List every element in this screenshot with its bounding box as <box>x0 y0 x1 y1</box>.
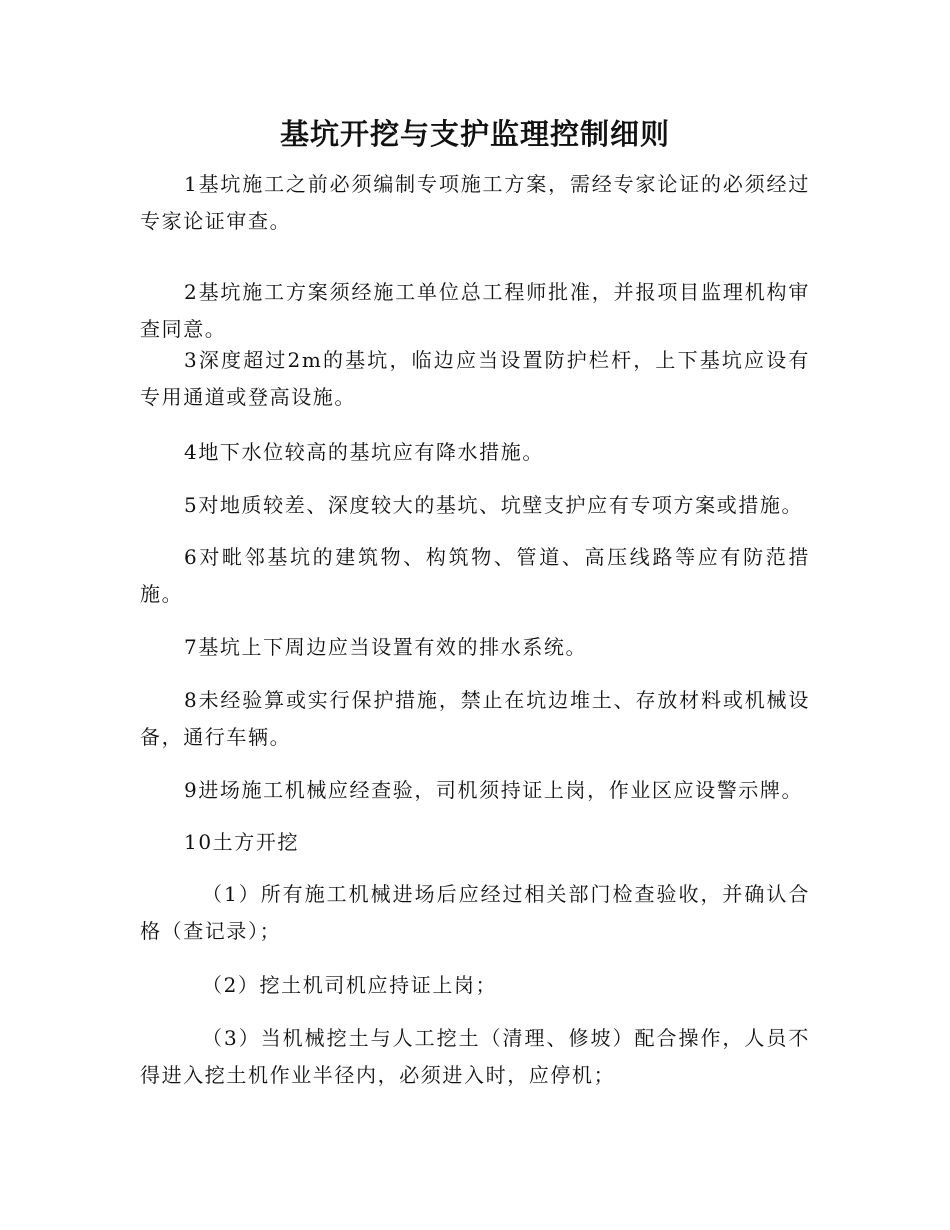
paragraph-3: 3深度超过2m的基坑，临边应当设置防护栏杆，上下基坑应设有专用通道或登高设施。 <box>140 348 810 409</box>
paragraph-8: 8未经验算或实行保护措施，禁止在坑边堆土、存放材料或机械设备，通行车辆。 <box>140 688 810 749</box>
sub-item-3: （3）当机械挖土与人工挖土（清理、修坡）配合操作，人员不得进入挖土机作业半径内，必须进入时，应停机； <box>140 1026 810 1087</box>
paragraph-10: 10土方开挖 <box>184 830 300 854</box>
paragraph-4: 4地下水位较高的基坑应有降水措施。 <box>184 440 544 464</box>
document-title: 基坑开挖与支护监理控制细则 <box>279 117 670 151</box>
sub-item-2: （2）挖土机司机应持证上岗； <box>202 973 498 997</box>
paragraph-5: 5对地质较差、深度较大的基坑、坑壁支护应有专项方案或措施。 <box>184 493 804 517</box>
paragraph-1: 1基坑施工之前必须编制专项施工方案，需经专家论证的必须经过专家论证审查。 <box>140 172 810 233</box>
paragraph-2: 2基坑施工方案须经施工单位总工程师批准，并报项目监理机构审查同意。 <box>140 280 810 341</box>
paragraph-6: 6对毗邻基坑的建筑物、构筑物、管道、高压线路等应有防范措施。 <box>140 545 810 606</box>
paragraph-9: 9进场施工机械应经查验，司机须持证上岗，作业区应设警示牌。 <box>184 778 804 802</box>
sub-item-1: （1）所有施工机械进场后应经过相关部门检查验收，并确认合格（查记录）； <box>140 882 810 943</box>
paragraph-7: 7基坑上下周边应当设置有效的排水系统。 <box>184 635 588 659</box>
